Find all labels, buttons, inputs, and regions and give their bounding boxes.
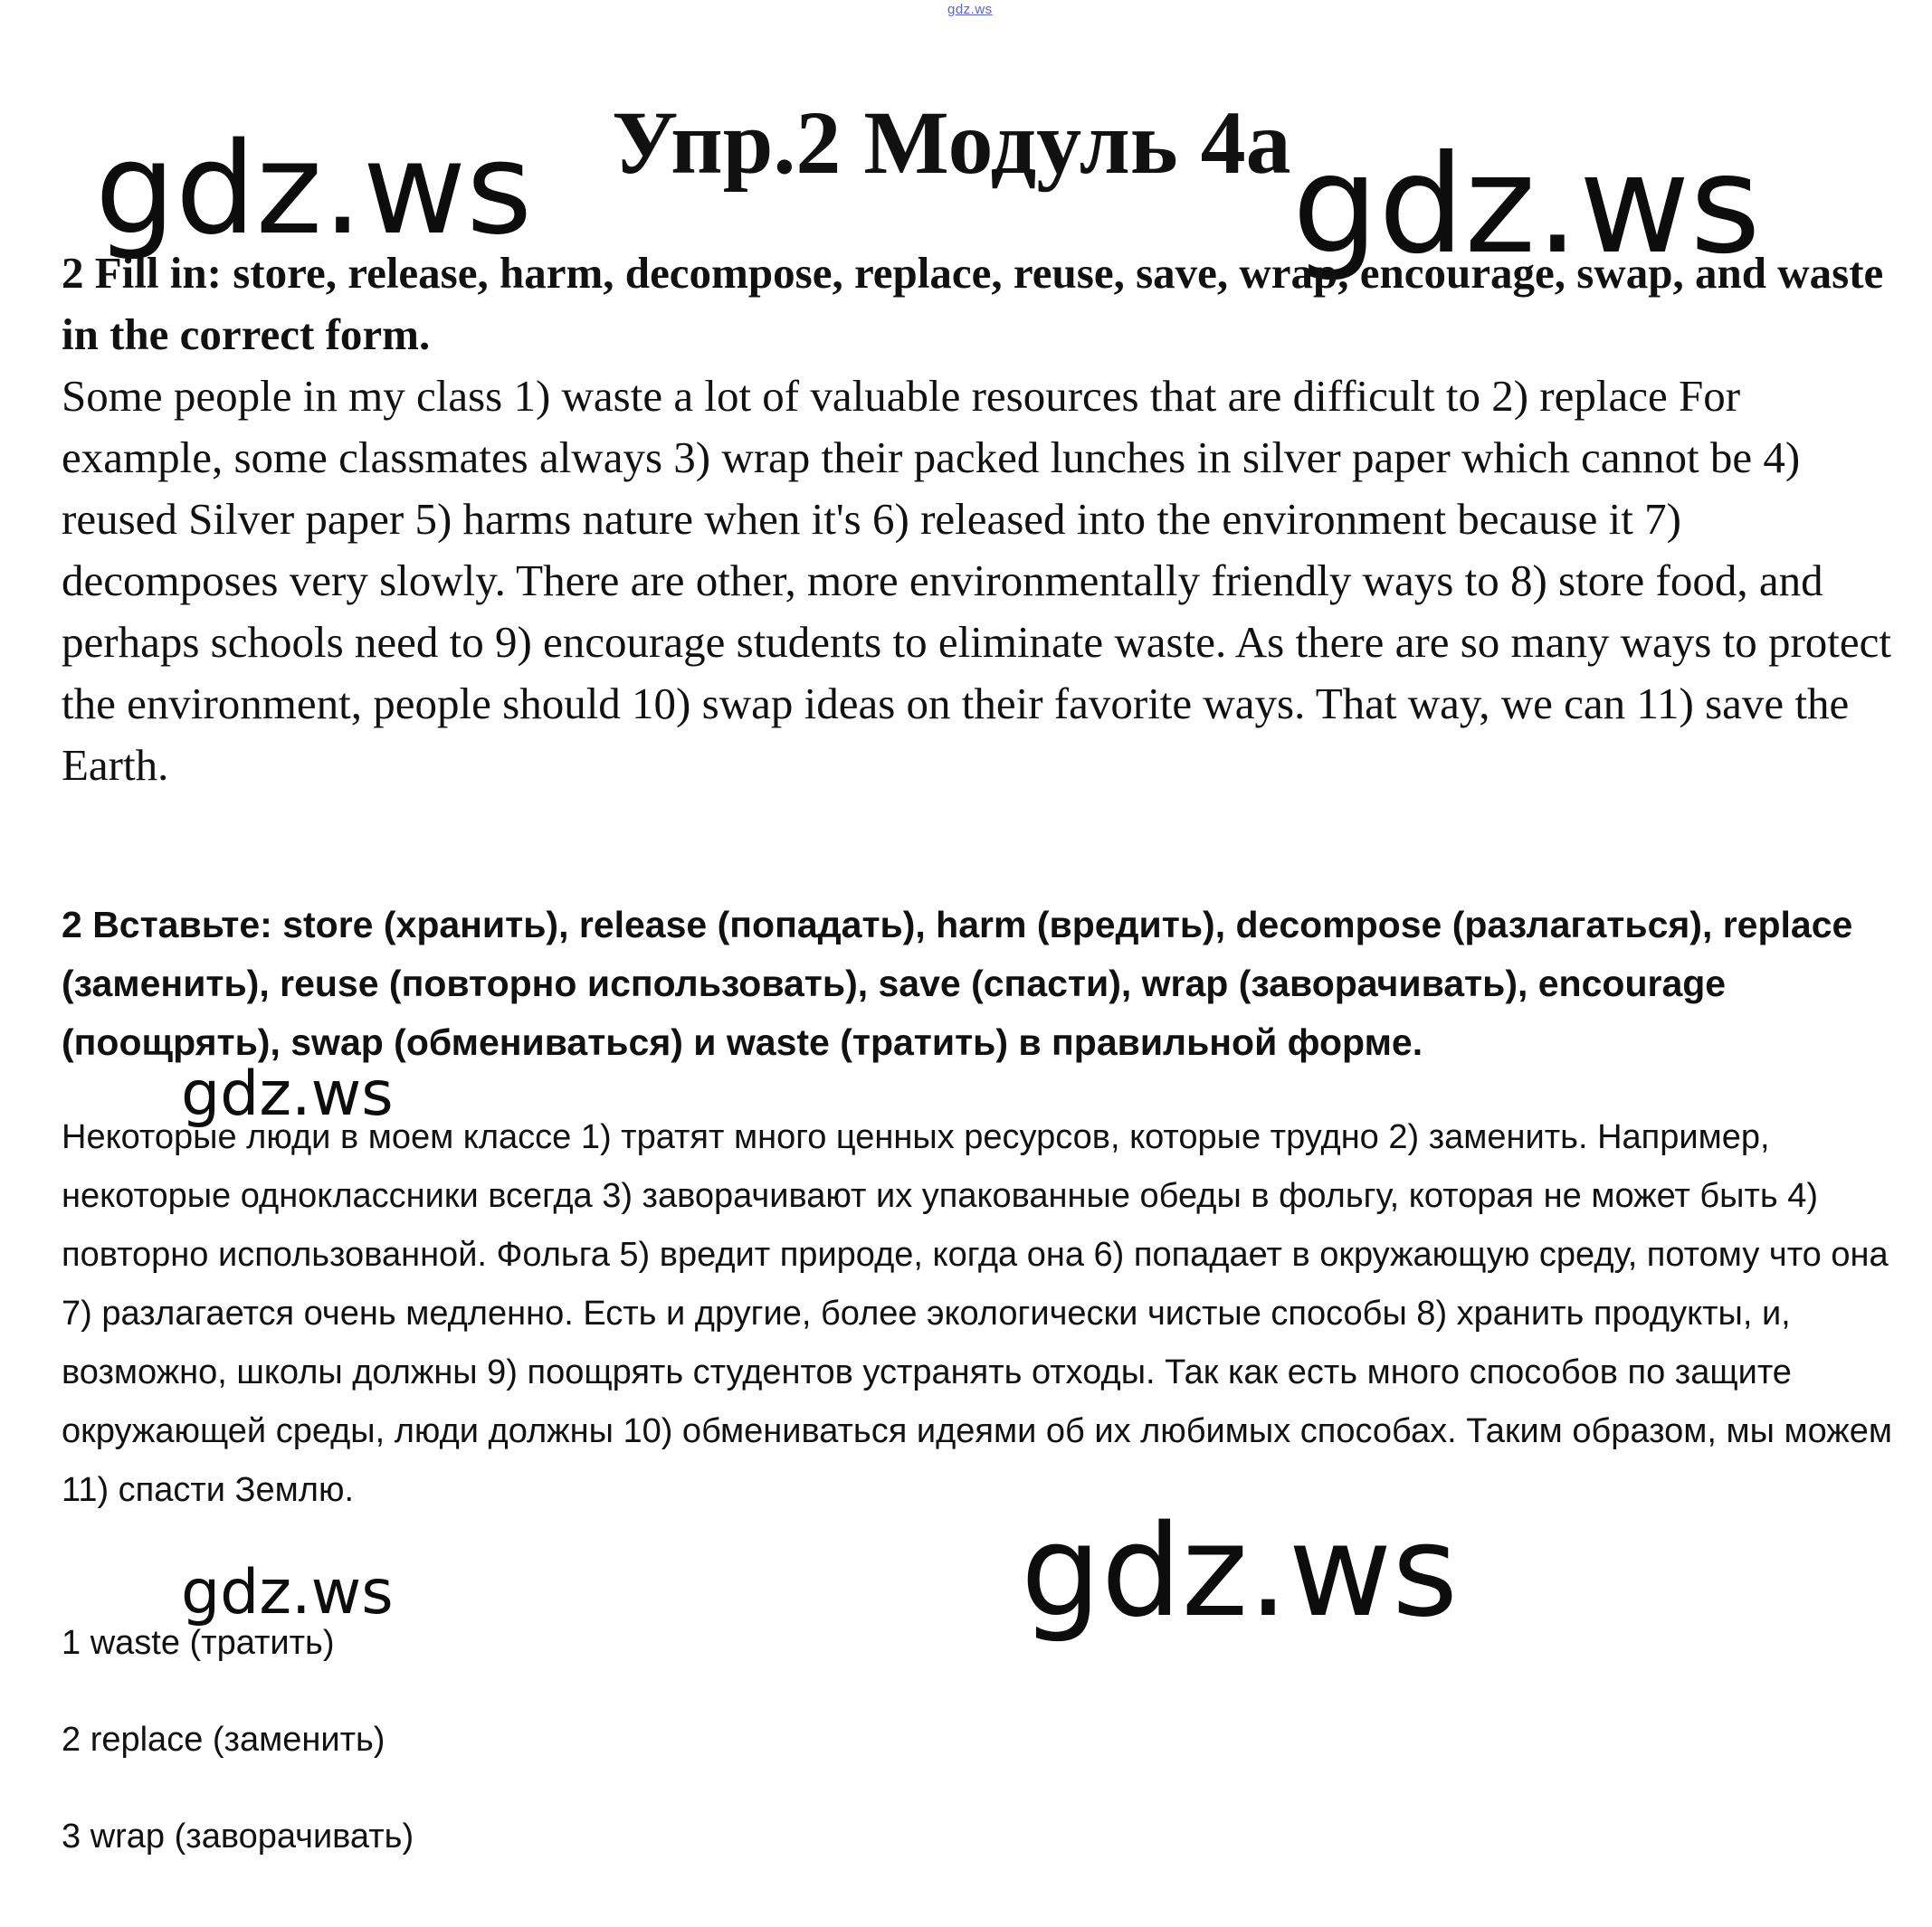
watermark-logo: gdz.ws (181, 1058, 394, 1130)
answer-item: 1 waste (тратить) (62, 1624, 335, 1662)
english-exercise (62, 242, 1899, 796)
english-instructions: 2 Fill in: store, release, harm, decompose, replace, reuse, save, wrap, encourage, swap, and waste in the correct form. (62, 248, 1884, 359)
page-title: Упр.2 Модуль 4а (612, 92, 1291, 193)
watermark-logo: gdz.ws (1021, 1498, 1459, 1646)
answer-item: 3 wrap (заворачивать) (62, 1818, 414, 1856)
russian-exercise (62, 896, 1908, 1072)
top-watermark-link[interactable]: gdz.ws (947, 2, 993, 17)
russian-instructions: 2 Вставьте: store (хранить), release (попадать), harm (вредить), decompose (разлагаться), replace (заменить), reuse (повторно использовать), save (спасти), wrap (заворачивать), encourage (поощрять), swap (обмениваться) и waste (тратить) в правильной форме. (62, 904, 1853, 1063)
watermark-logo: gdz.ws (1292, 127, 1761, 284)
watermark-logo: gdz.ws (95, 116, 533, 263)
watermark-logo: gdz.ws (181, 1557, 394, 1628)
answer-list (62, 1621, 414, 1912)
english-answer-text: Some people in my class 1) waste a lot of valuable resources that are difficult to 2) replace For example, some classmates always 3) wrap their packed lunches in silver paper which cannot be 4) reused Silver paper 5) harms nature when it's 6) released into the environment because it 7) decomposes very slowly. There are other, more environmentally friendly ways to 8) store food, and perhaps schools need to 9) encourage students to eliminate waste. As there are so many ways to protect the environment, people should 10) swap ideas on their favorite ways. That way, we can 11) save the Earth. (62, 371, 1892, 790)
russian-translation-text: Некоторые люди в моем классе 1) тратят много ценных ресурсов, которые трудно 2) заменить. Например, некоторые одноклассники всегда 3) заворачивают их упакованные обеды в фольгу, которая не может быть 4) повторно использованной. Фольга 5) вредит природе, когда она 6) попадает в окружающую среду, потому что она 7) разлагается очень медленно. Есть и другие, более экологически чистые способы 8) хранить продукты, и, возможно, школы должны 9) поощрять студентов устранять отходы. Так как есть много способов по защите окружающей среды, люди должны 10) обмениваться идеями об их любимых способах. Таким образом, мы можем 11) спасти Землю. (62, 1118, 1892, 1509)
answer-item: 2 replace (заменить) (62, 1721, 385, 1759)
